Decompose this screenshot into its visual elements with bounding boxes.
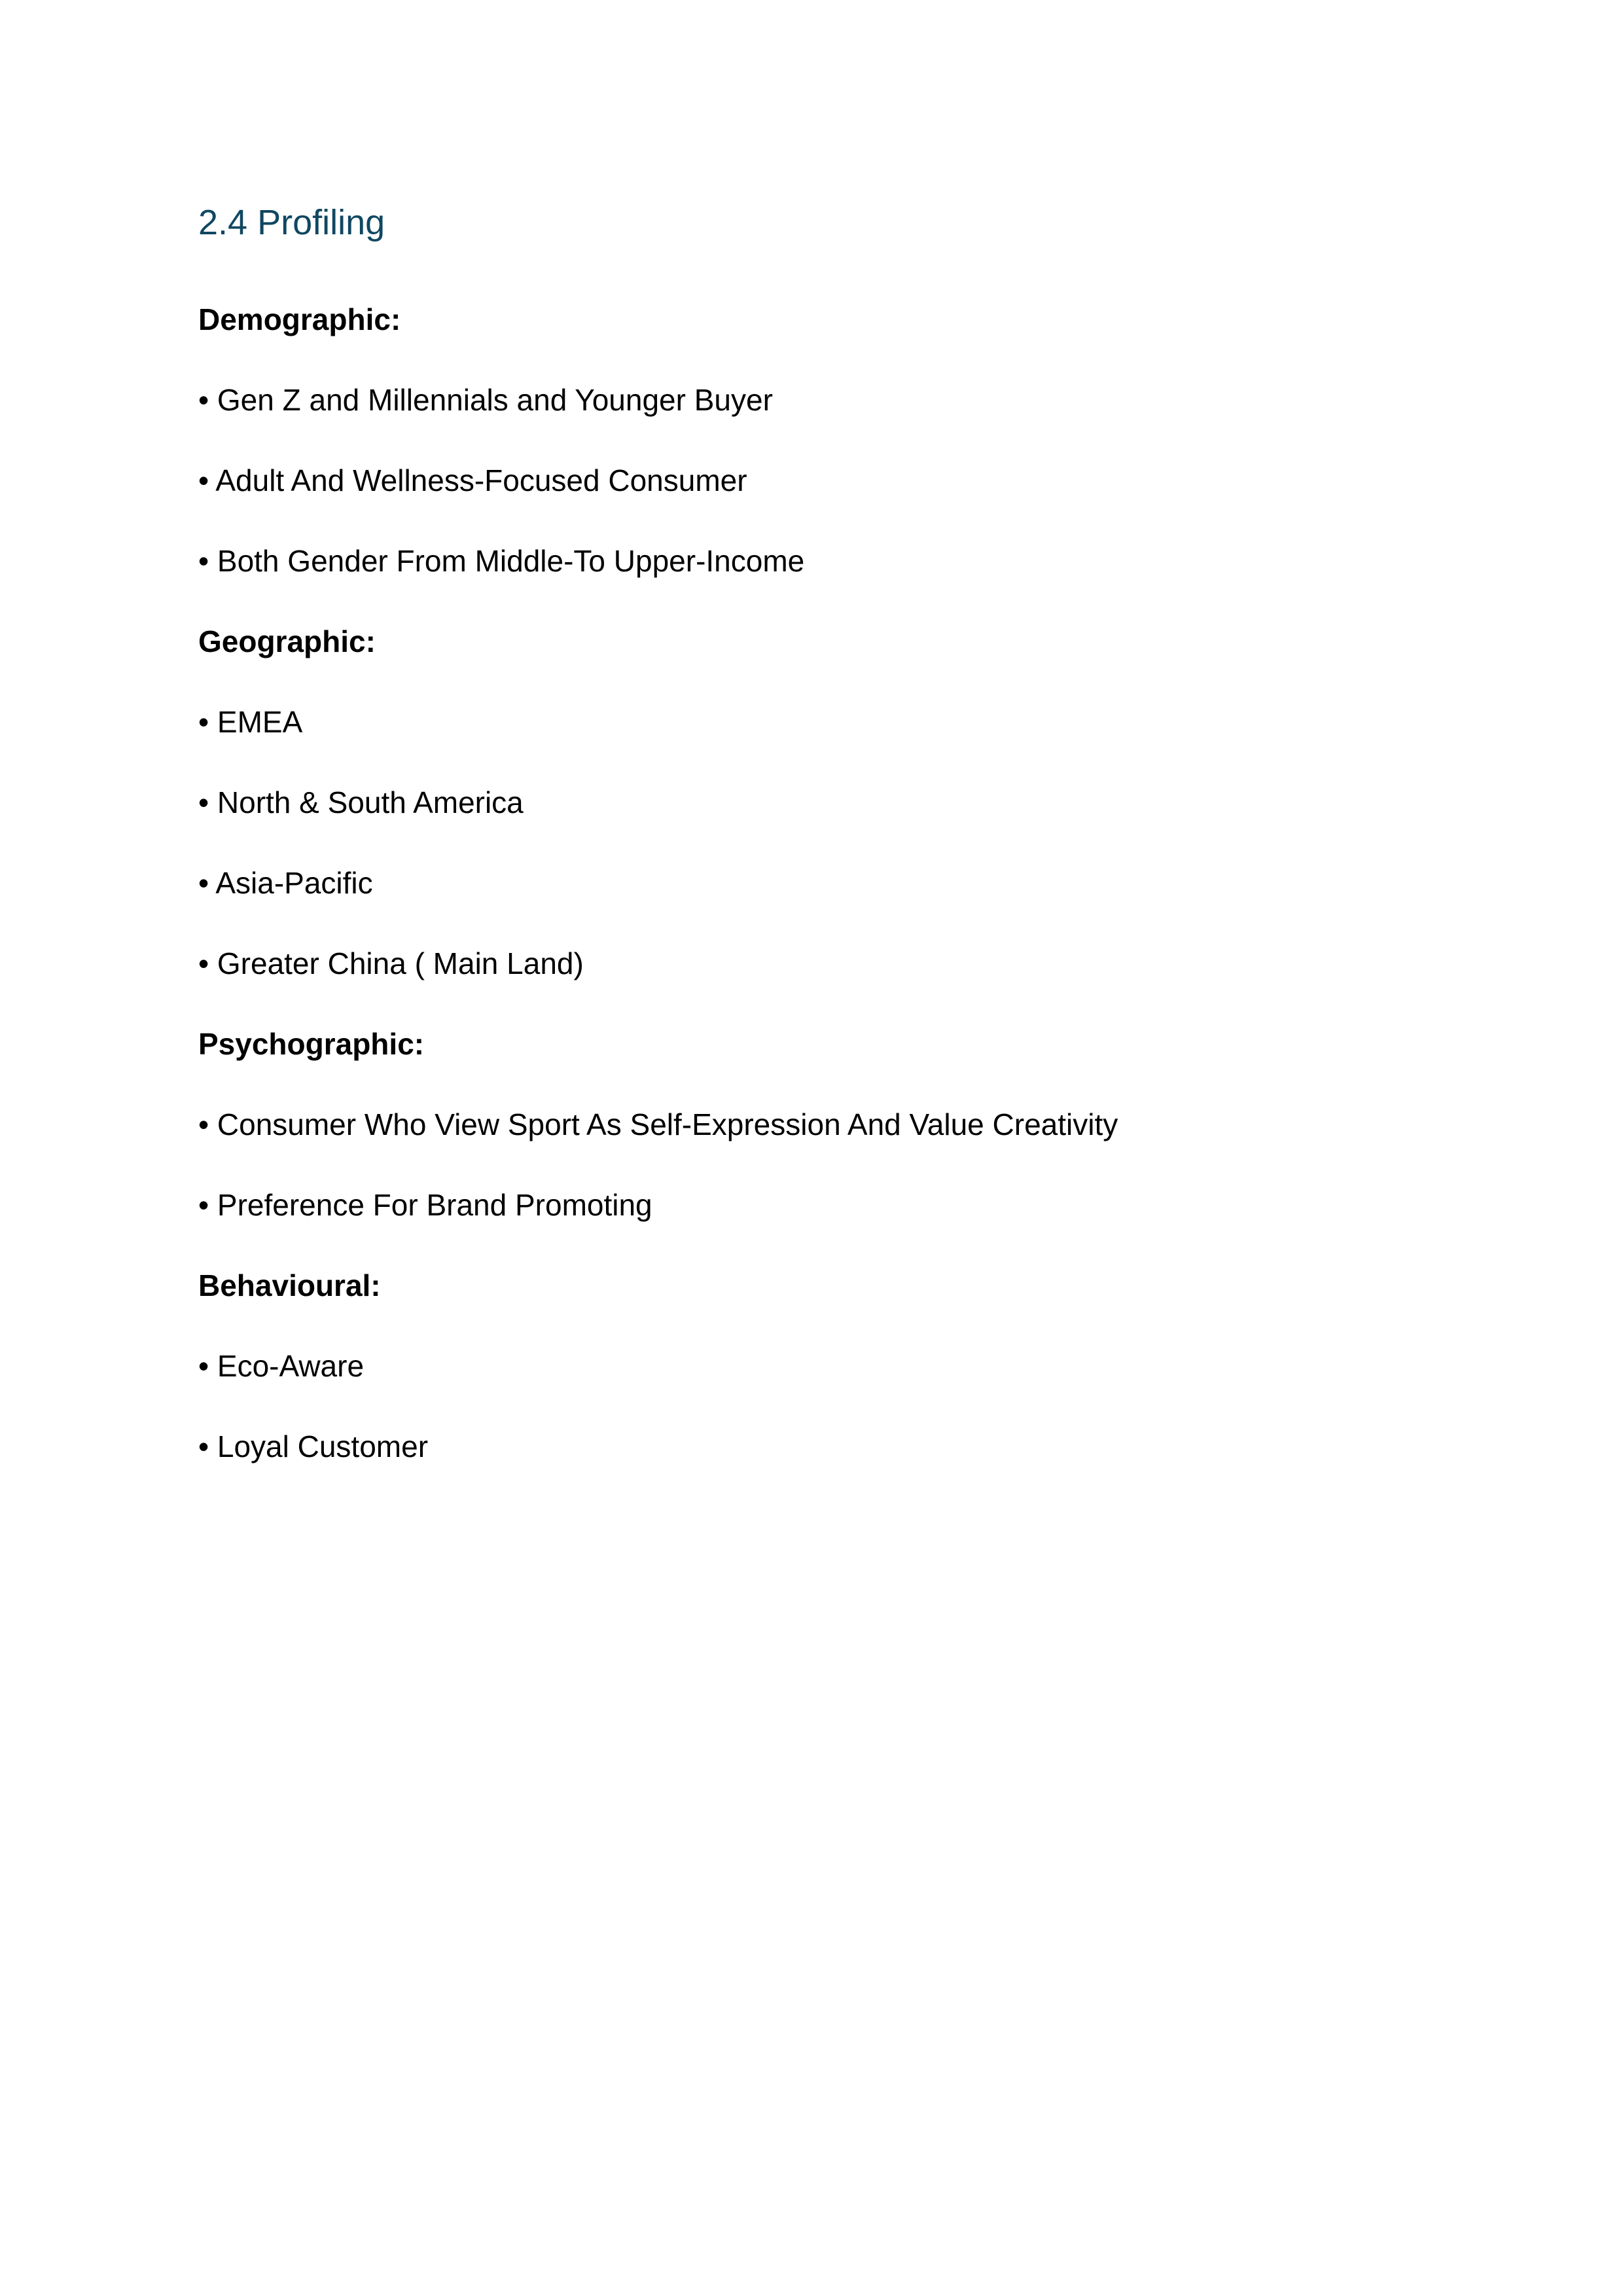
list-item: • Gen Z and Millennials and Younger Buyer: [198, 383, 773, 417]
section-title-geographic: Geographic:: [198, 624, 376, 658]
list-item: • Both Gender From Middle-To Upper-Income: [198, 544, 805, 578]
list-item: • EMEA: [198, 705, 303, 739]
section-geographic: [198, 584, 1442, 986]
section-behavioural: [198, 1228, 1442, 1469]
list-item: • Loyal Customer: [198, 1429, 429, 1463]
section-title-demographic: Demographic:: [198, 302, 401, 336]
list-item: • Adult And Wellness-Focused Consumer: [198, 463, 747, 497]
list-item: • Eco-Aware: [198, 1349, 365, 1383]
list-item: • Preference For Brand Promoting: [198, 1188, 652, 1222]
section-title-behavioural: Behavioural:: [198, 1268, 381, 1302]
section-demographic: [198, 249, 1442, 584]
list-item: • Asia-Pacific: [198, 866, 373, 900]
list-item: • North & South America: [198, 785, 524, 819]
section-title-psychographic: Psychographic:: [198, 1027, 425, 1061]
section-psychographic: [198, 986, 1442, 1228]
page-content: [198, 196, 1442, 1469]
section-heading: 2.4 Profiling: [198, 203, 385, 242]
list-item: • Consumer Who View Sport As Self-Expression And Value Creativity: [198, 1107, 1118, 1141]
list-item: • Greater China ( Main Land): [198, 946, 584, 980]
